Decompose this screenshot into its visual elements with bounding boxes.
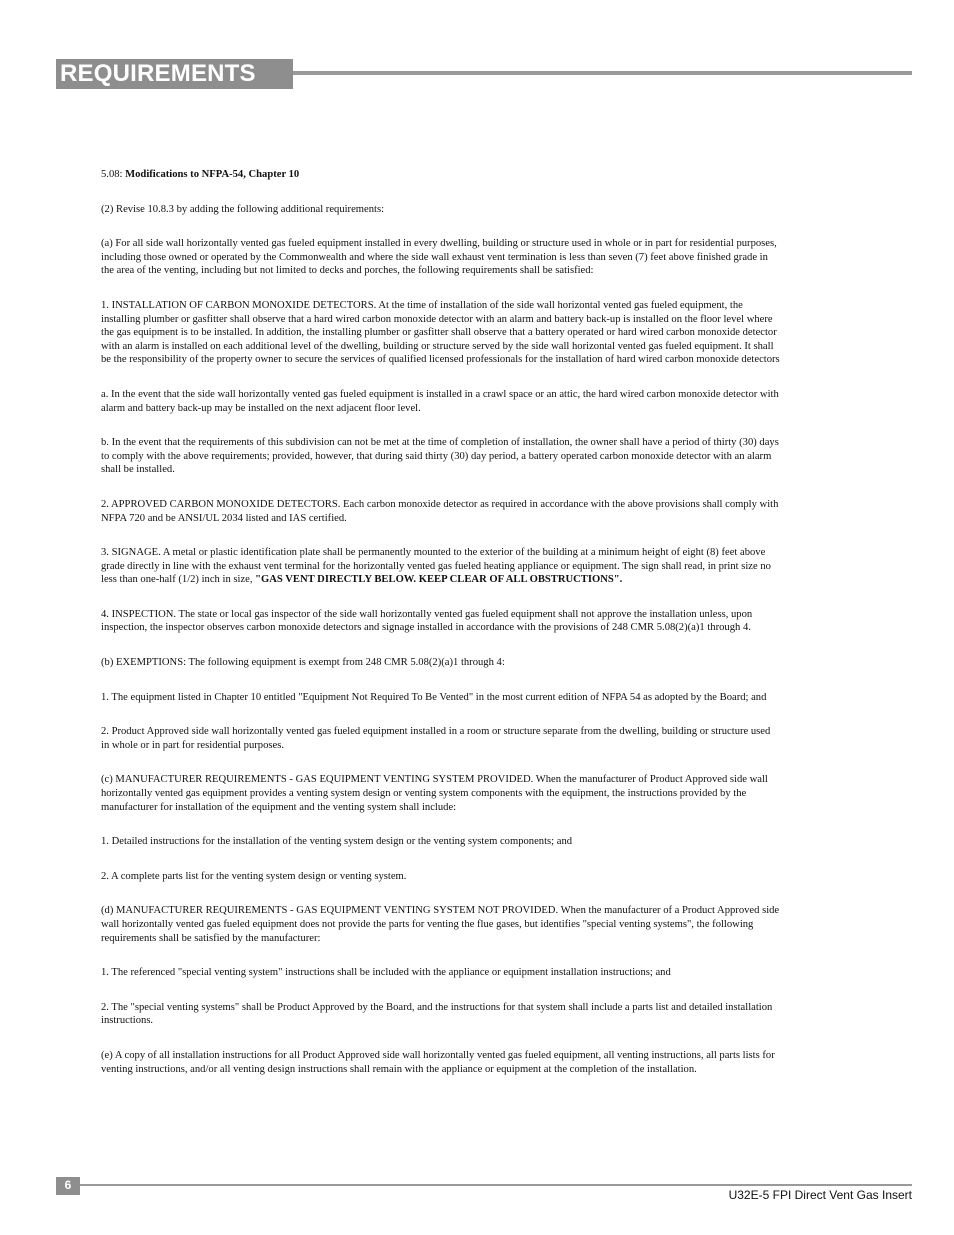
signage-warning: "GAS VENT DIRECTLY BELOW. KEEP CLEAR OF ALL OBSTRUCTIONS".	[255, 574, 623, 586]
paragraph: 1. The equipment listed in Chapter 10 entitled "Equipment Not Required To Be Vented" in the most current edition of NFPA 54 as adopted by the Board; and	[101, 691, 767, 703]
section-header-tab	[56, 59, 293, 89]
paragraph: (a) For all side wall horizontally vented gas fueled equipment installed in every dwelling, building or structure used in whole or in part for residential purposes, including those owned or operated by the Commonwealth and where the side wall exhaust vent termination is less than seven (7) feet above finished grade in the area of the venting, including but not limited to decks and porches, the following requirements shall be satisfied:	[101, 238, 777, 277]
paragraph: (2) Revise 10.8.3 by adding the following additional requirements:	[101, 203, 385, 215]
footer-divider	[80, 1184, 912, 1186]
page-number: 6	[64, 1178, 72, 1192]
paragraph	[101, 546, 781, 587]
section-heading	[101, 168, 781, 182]
signage-text: 3. SIGNAGE. A metal or plastic identification plate shall be permanently mounted to the exterior of the building at a minimum height of eight (8) feet above grade directly in line with the exhaust vent terminal for the horizontally vented gas fueled heating appliance or equipment. The sign shall read, in print size no less than one-half (1/2) inch in size,	[101, 547, 771, 586]
paragraph: (b) EXEMPTIONS: The following equipment is exempt from 248 CMR 5.08(2)(a)1 through 4:	[101, 657, 505, 669]
paragraph: (e) A copy of all installation instructions for all Product Approved side wall horizontally vented gas fueled equipment, all venting instructions, all parts lists for venting instructions, and/or all venting design instructions shall remain with the appliance or equipment at the completion of the installation.	[101, 1049, 775, 1075]
section-number: 5.08:	[101, 169, 126, 180]
paragraph: a. In the event that the side wall horizontally vented gas fueled equipment is installed in a crawl space or an attic, the hard wired carbon monoxide detector with alarm and battery back-up may be installed on the next adjacent floor level.	[101, 388, 779, 414]
paragraph: 2. APPROVED CARBON MONOXIDE DETECTORS. Each carbon monoxide detector as required in accordance with the above provisions shall comply with NFPA 720 and be ANSI/UL 2034 listed and IAS certified.	[101, 498, 779, 524]
section-title: Modifications to NFPA-54, Chapter 10	[125, 169, 300, 180]
paragraph: 4. INSPECTION. The state or local gas inspector of the side wall horizontally vented gas fueled equipment shall not approve the installation unless, upon inspection, the inspector observes carbon monoxide detectors and signage installed in accordance with the provisions of 248 CMR 5.08(2)(a)1 through 4.	[101, 608, 753, 634]
header-divider	[293, 71, 912, 75]
paragraph: 1. The referenced "special venting system" instructions shall be included with the appliance or equipment installation instructions; and	[101, 967, 671, 979]
paragraph: 2. The "special venting systems" shall be Product Approved by the Board, and the instructions for that system shall include a parts list and detailed installation instructions.	[101, 1001, 773, 1027]
paragraph: 2. A complete parts list for the venting system design or venting system.	[101, 870, 407, 882]
paragraph: 1. Detailed instructions for the installation of the venting system design or the venting system components; and	[101, 836, 573, 848]
paragraph: 1. INSTALLATION OF CARBON MONOXIDE DETECTORS. At the time of installation of the side wall horizontal vented gas fueled equipment, the installing plumber or gasfitter shall observe that a hard wired carbon monoxide detector with an alarm and battery back-up is installed on the floor level where the gas equipment is to be installed. In addition, the installing plumber or gasfitter shall observe that a battery operated or hard wired carbon monoxide detector with an alarm is installed on each additional level of the dwelling, building or structure served by the side wall horizontal vented gas fueled equipment. It shall be the responsibility of the property owner to secure the services of qualified licensed professionals for the installation of hard wired carbon monoxide detectors	[101, 299, 780, 366]
document-body	[101, 168, 781, 1097]
page-number-box	[56, 1177, 80, 1195]
paragraph: (c) MANUFACTURER REQUIREMENTS - GAS EQUIPMENT VENTING SYSTEM PROVIDED. When the manufacturer of Product Approved side wall horizontally vented gas equipment provides a venting system design or venting system components with the equipment, the instructions provided by the manufacturer for installation of the equipment and the venting system shall include:	[101, 774, 768, 813]
paragraph: 2. Product Approved side wall horizontally vented gas fueled equipment installed in a room or structure separate from the dwelling, building or structure used in whole or in part for residential purposes.	[101, 726, 771, 751]
page-title: REQUIREMENTS	[60, 60, 256, 87]
paragraph: b. In the event that the requirements of this subdivision can not be met at the time of completion of installation, the owner shall have a period of thirty (30) days to comply with the above requirements; provided, however, that during said thirty (30) day period, a battery operated carbon monoxide detector with an alarm shall be installed.	[101, 437, 779, 476]
paragraph: (d) MANUFACTURER REQUIREMENTS - GAS EQUIPMENT VENTING SYSTEM NOT PROVIDED. When the manufacturer of a Product Approved side wall horizontally vented gas fueled equipment does not provide the parts for venting the flue gases, but identifies "special venting systems", the following requirements shall be satisfied by the manufacturer:	[101, 905, 780, 944]
document-title: U32E-5 FPI Direct Vent Gas Insert	[728, 1188, 912, 1202]
